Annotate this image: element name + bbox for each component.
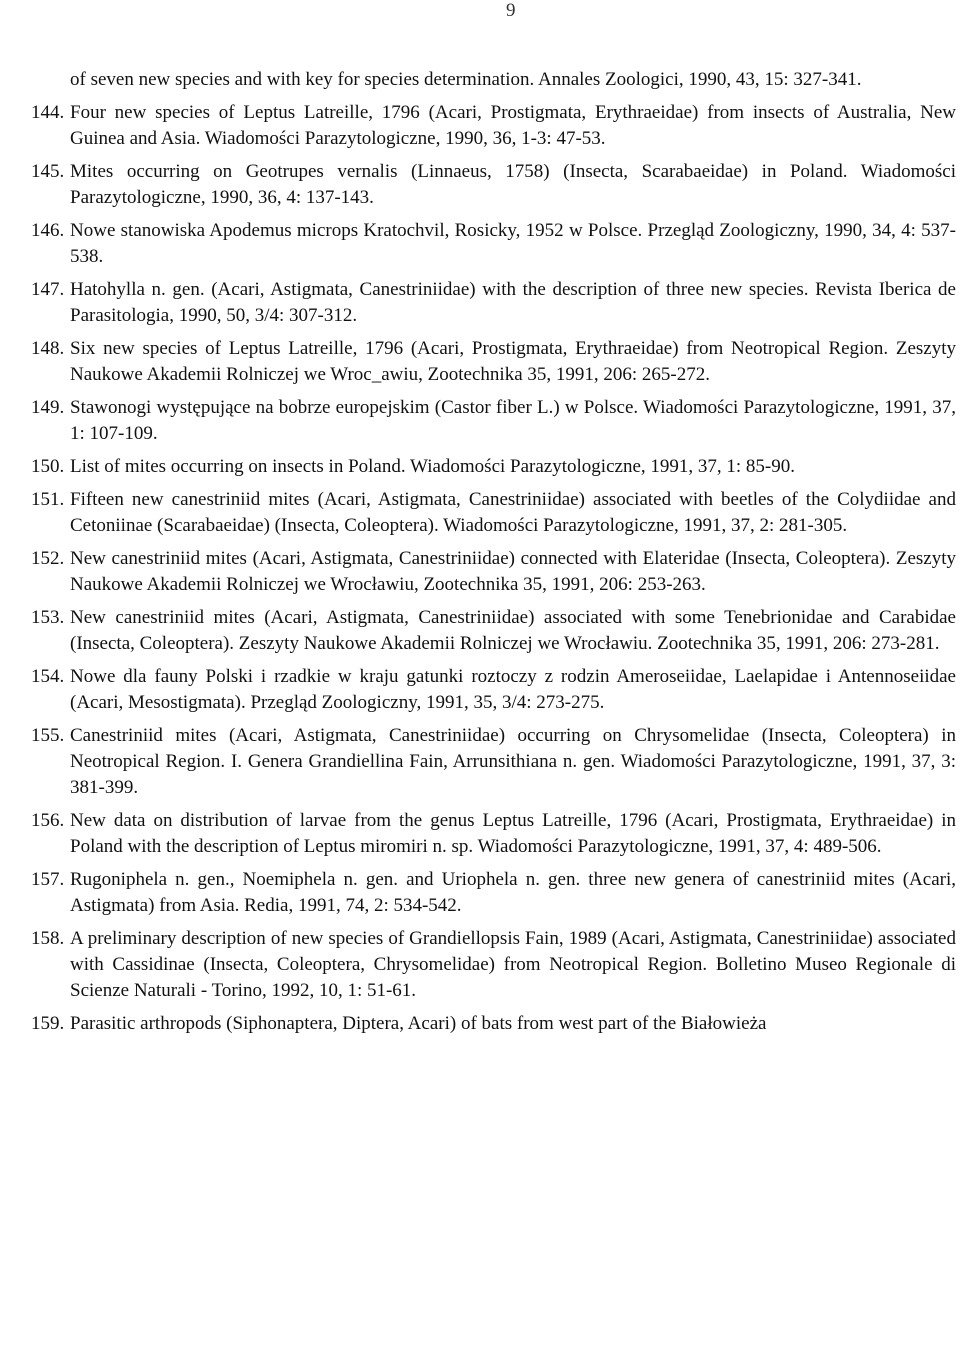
reference-number: 145. [31, 161, 65, 182]
reference-text: New data on distribution of larvae from the genus Leptus Latreille, 1796 (Acari, Prostigmata, Erythraeidae) in Poland with the description of Leptus miromiri n. sp. Wiadomości Parazytologiczne, 1991, 37, 4: 489-506. [70, 810, 956, 857]
reference-number: 146. [31, 220, 65, 241]
reference-number: 158. [31, 928, 65, 949]
reference-item [31, 487, 956, 539]
reference-text: Nowe stanowiska Apodemus microps Kratochvil, Rosicky, 1952 w Polsce. Przegląd Zoologiczny, 1990, 34, 4: 537- 538. [70, 220, 956, 267]
reference-text: of seven new species and with key for species determination. Annales Zoologici, 1990, 43, 15: 327-341. [70, 69, 862, 90]
reference-number: 149. [31, 397, 65, 418]
reference-text: Fifteen new canestriniid mites (Acari, Astigmata, Canestriniidae) associated with beetles of the Colydiidae and Cetoniinae (Scarabaeidae) (Insecta, Coleoptera). Wiadomości Parazytologiczne, 1991, 37, 2: 281-305. [70, 489, 956, 536]
reference-text: Nowe dla fauny Polski i rzadkie w kraju gatunki roztoczy z rodzin Ameroseiidae, Laelapidae i Antennoseiidae (Acari, Mesostigmata). Przegląd Zoologiczny, 1991, 35, 3/4: 273-275. [70, 666, 956, 713]
reference-text: Canestriniid mites (Acari, Astigmata, Canestriniidae) occurring on Chrysomelidae (Insecta, Coleoptera) in Neotropical Region. I. Genera Grandiellina Fain, Arrunsithiana n. gen. Wiadomości Parazytologiczne, 1991, 37, 3: 381-399. [70, 725, 956, 798]
reference-number: 159. [31, 1013, 65, 1034]
reference-number: 144. [31, 102, 65, 123]
reference-number: 150. [31, 456, 65, 477]
reference-text: Mites occurring on Geotrupes vernalis (Linnaeus, 1758) (Insecta, Scarabaeidae) in Poland. Wiadomości Parazytologiczne, 1990, 36, 4: 137-143. [70, 161, 956, 208]
reference-item [31, 926, 956, 1004]
reference-number: 153. [31, 607, 65, 628]
reference-text: Hatohylla n. gen. (Acari, Astigmata, Canestriniidae) with the description of three new species. Revista Iberica de Parasitologia, 1990, 50, 3/4: 307-312. [70, 279, 956, 326]
reference-text: Six new species of Leptus Latreille, 1796 (Acari, Prostigmata, Erythraeidae) from Neotropical Region. Zeszyty Naukowe Akademii Rolniczej we Wroc_awiu, Zootechnika 35, 1991, 206: 265-272. [70, 338, 956, 385]
reference-item [31, 664, 956, 716]
reference-number: 148. [31, 338, 65, 359]
reference-item [31, 1011, 956, 1037]
reference-number: 156. [31, 810, 65, 831]
reference-text: New canestriniid mites (Acari, Astigmata, Canestriniidae) associated with some Tenebrionidae and Carabidae (Insecta, Coleoptera). Zeszyty Naukowe Akademii Rolniczej we Wrocławiu. Zootechnika 35, 1991, 206: 273-281. [70, 607, 956, 654]
reference-item [31, 605, 956, 657]
reference-item [31, 867, 956, 919]
reference-item [31, 218, 956, 270]
reference-number: 155. [31, 725, 65, 746]
reference-number: 157. [31, 869, 65, 890]
reference-item [31, 67, 956, 93]
reference-item [31, 723, 956, 801]
reference-number: 154. [31, 666, 65, 687]
reference-item [31, 546, 956, 598]
reference-text: List of mites occurring on insects in Poland. Wiadomości Parazytologiczne, 1991, 37, 1: 85-90. [70, 456, 795, 477]
reference-item [31, 100, 956, 152]
reference-list [31, 67, 956, 1044]
reference-text: Four new species of Leptus Latreille, 1796 (Acari, Prostigmata, Erythraeidae) from insects of Australia, New Guinea and Asia. Wiadomości Parazytologiczne, 1990, 36, 1-3: 47-53. [70, 102, 956, 149]
reference-number: 147. [31, 279, 65, 300]
reference-text: New canestriniid mites (Acari, Astigmata, Canestriniidae) connected with Elateridae (Insecta, Coleoptera). Zeszyty Naukowe Akademii Rolniczej we Wrocławiu, Zootechnika 35, 1991, 206: 253-263. [70, 548, 956, 595]
reference-item [31, 159, 956, 211]
reference-text: Stawonogi występujące na bobrze europejskim (Castor fiber L.) w Polsce. Wiadomości Parazytologiczne, 1991, 37, 1: 107-109. [70, 397, 956, 444]
reference-number: 152. [31, 548, 65, 569]
reference-text: A preliminary description of new species of Grandiellopsis Fain, 1989 (Acari, Astigmata, Canestriniidae) associated with Cassidinae (Insecta, Coleoptera, Chrysomelidae) from Neotropical Region. Bolletino Museo Regionale di Scienze Naturali - Torino, 1992, 10, 1: 51-61. [70, 928, 956, 1001]
reference-text: Parasitic arthropods (Siphonaptera, Diptera, Acari) of bats from west part of the Białowieża [70, 1013, 767, 1034]
reference-item [31, 277, 956, 329]
reference-item [31, 808, 956, 860]
reference-item [31, 395, 956, 447]
reference-text: Rugoniphela n. gen., Noemiphela n. gen. and Uriophela n. gen. three new genera of canestriniid mites (Acari, Astigmata) from Asia. Redia, 1991, 74, 2: 534-542. [70, 869, 956, 916]
page-number: 9 [506, 0, 516, 21]
reference-item [31, 454, 956, 480]
reference-number: 151. [31, 489, 65, 510]
reference-item [31, 336, 956, 388]
